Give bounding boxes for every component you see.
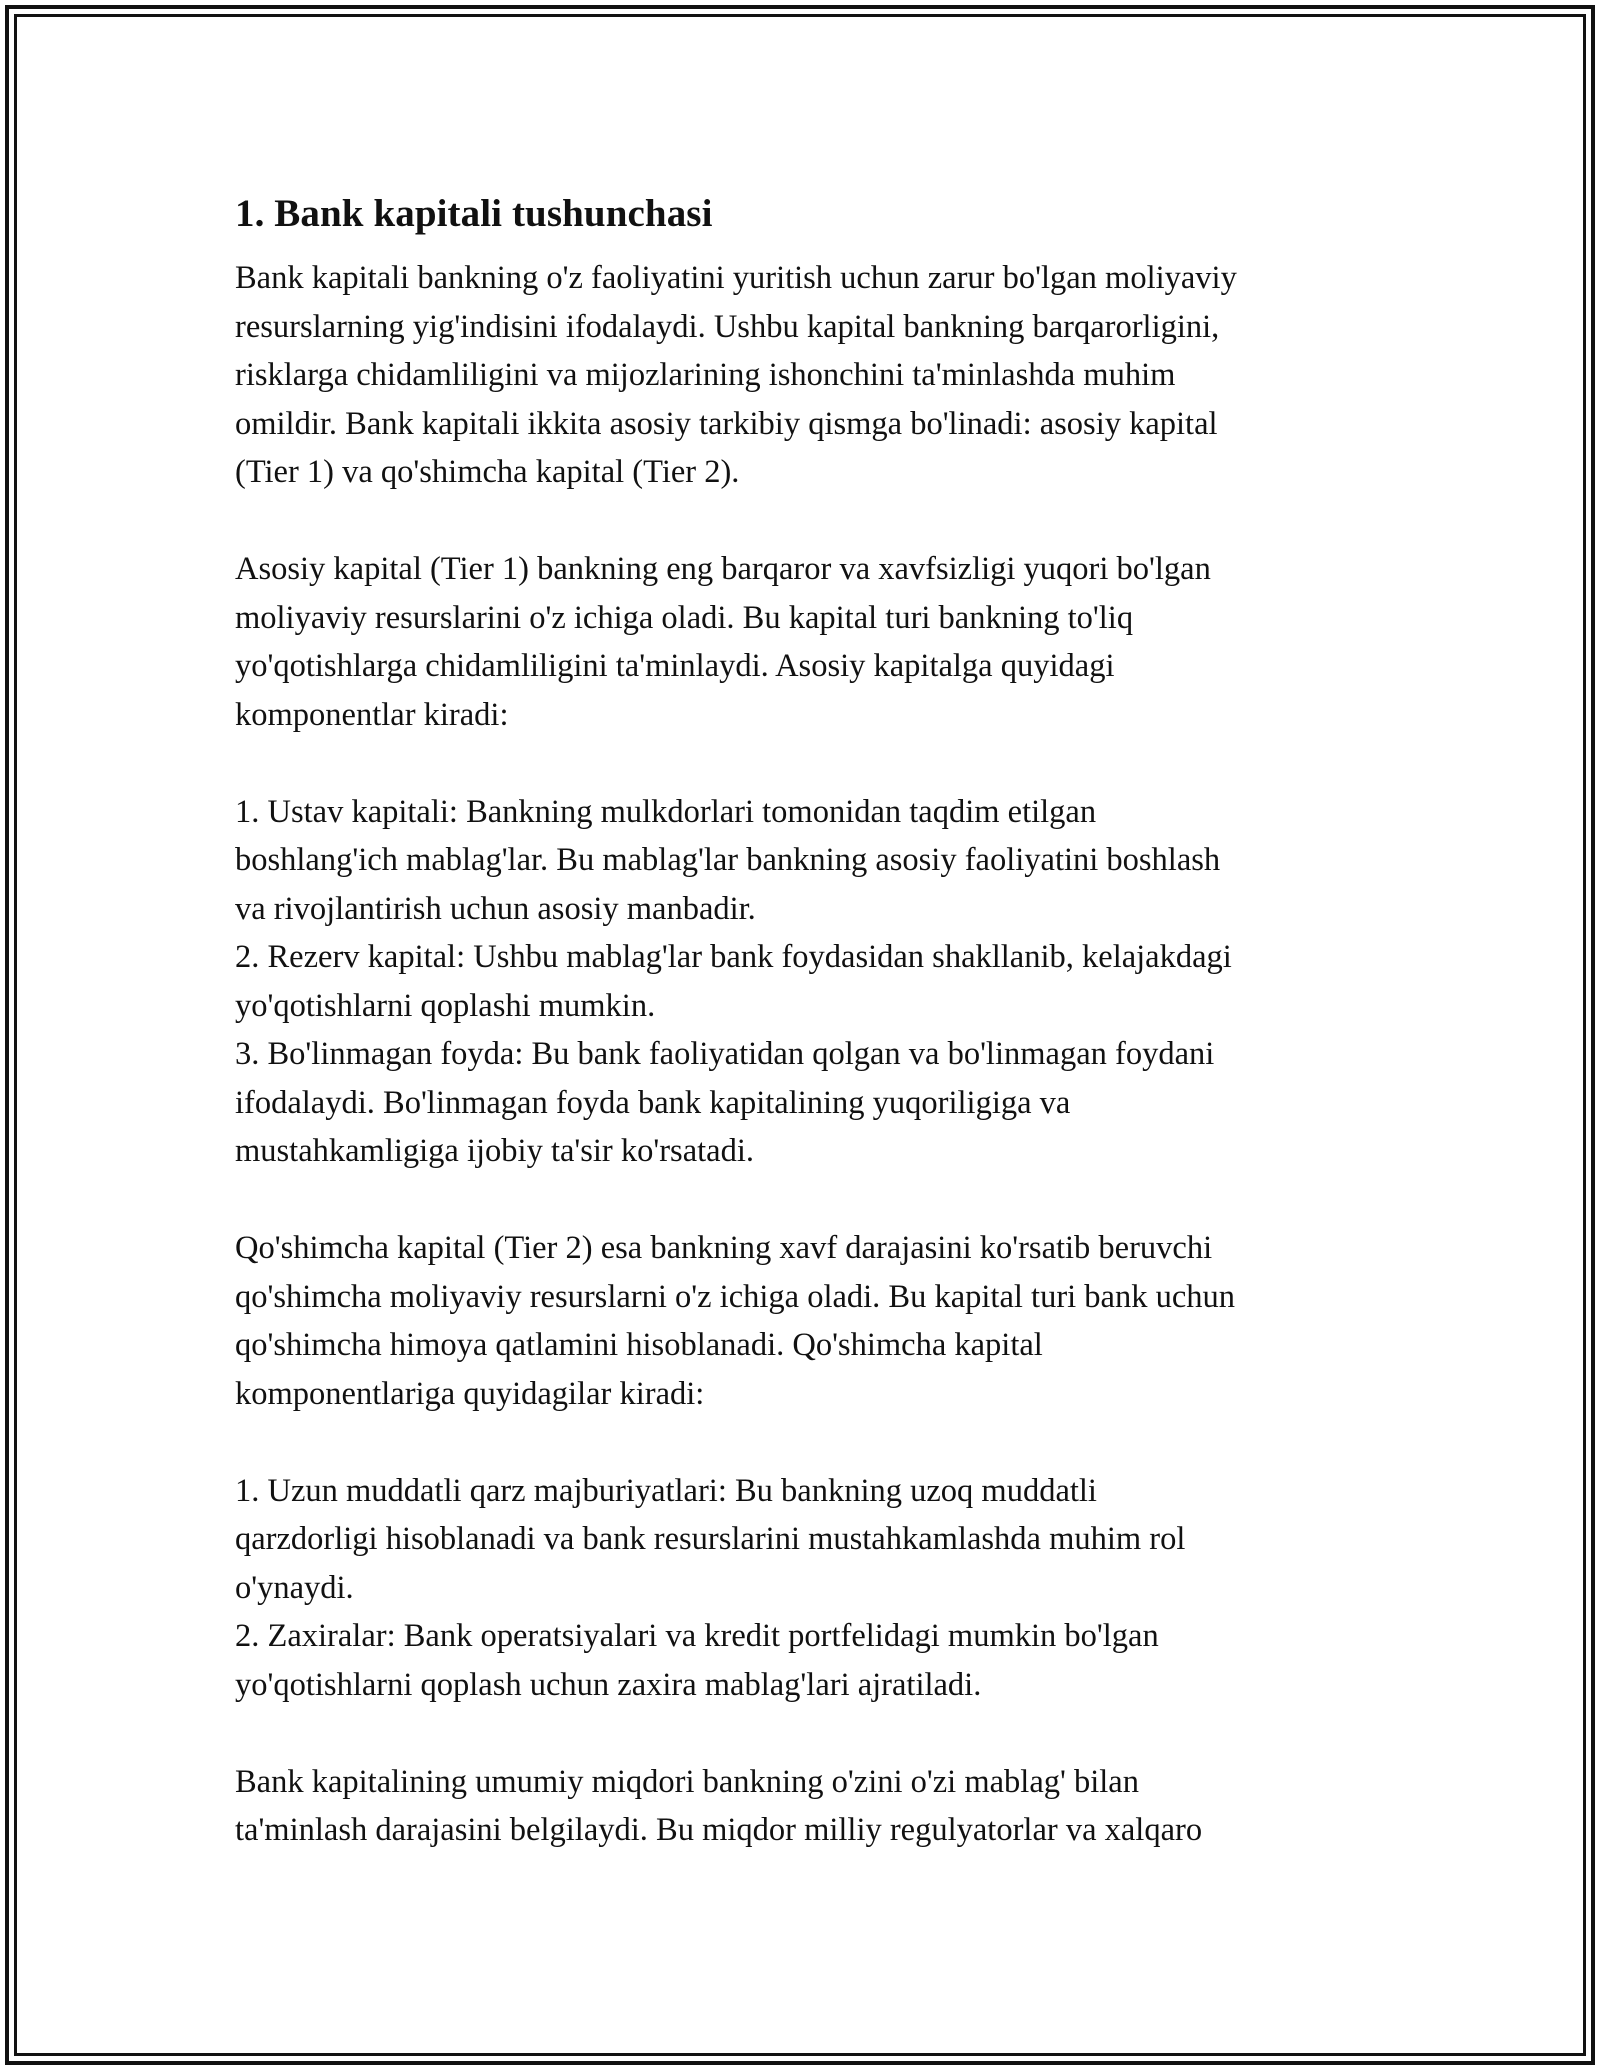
text-line: Qo'shimcha kapital (Tier 2) esa bankning xavf darajasini ko'rsatib beruvchi xyxy=(235,1230,1213,1266)
text-line: Asosiy kapital (Tier 1) bankning eng barqaror va xavfsizligi yuqori bo'lgan xyxy=(235,551,1211,587)
paragraph-tier1 xyxy=(235,545,1375,739)
paragraph-intro xyxy=(235,254,1375,497)
text-line: Bank kapitalining umumiy miqdori bankning o'zini o'zi mablag' bilan xyxy=(235,1763,1139,1800)
text-line: qo'shimcha himoya qatlamini hisoblanadi. Qo'shimcha kapital xyxy=(235,1327,1043,1363)
text-line: (Tier 1) va qo'shimcha kapital (Tier 2). xyxy=(235,454,740,490)
list-item-line: 1. Uzun muddatli qarz majburiyatlari: Bu bankning uzoq muddatli xyxy=(235,1472,1097,1509)
text-line: ta'minlash darajasini belgilaydi. Bu miqdor milliy regulyatorlar va xalqaro xyxy=(235,1812,1203,1848)
text-line: risklarga chidamliligini va mijozlarining ishonchini ta'minlashda muhim xyxy=(235,357,1176,393)
list-tier2-components xyxy=(235,1467,1375,1710)
text-line: qo'shimcha moliyaviy resurslarni o'z ichiga oladi. Bu kapital turi bank uchun xyxy=(235,1278,1236,1315)
list-item-line: mustahkamligiga ijobiy ta'sir ko'rsatadi. xyxy=(235,1133,754,1169)
list-item-line: ifodalaydi. Bo'linmagan foyda bank kapitalining yuqoriligiga va xyxy=(235,1084,1071,1121)
list-item-line: 1. Ustav kapitali: Bankning mulkdorlari tomonidan taqdim etilgan xyxy=(235,793,1097,830)
list-item-line: boshlang'ich mablag'lar. Bu mablag'lar bankning asosiy faoliyatini boshlash xyxy=(235,842,1221,878)
list-item-line: o'ynaydi. xyxy=(235,1569,354,1606)
text-line: yo'qotishlarga chidamliligini ta'minlaydi. Asosiy kapitalga quyidagi xyxy=(235,648,1115,684)
list-item-line: 2. Rezerv kapital: Ushbu mablag'lar bank foydasidan shakllanib, kelajakdagi xyxy=(235,939,1232,975)
text-line: komponentlariga quyidagilar kiradi: xyxy=(235,1375,705,1412)
list-item-line: va rivojlantirish uchun asosiy manbadir. xyxy=(235,890,756,927)
paragraph-total-capital xyxy=(235,1758,1375,1855)
list-item-line: 2. Zaxiralar: Bank operatsiyalari va kredit portfelidagi mumkin bo'lgan xyxy=(235,1618,1159,1654)
list-item-line: qarzdorligi hisoblanadi va bank resurslarini mustahkamlashda muhim rol xyxy=(235,1521,1186,1557)
text-line: komponentlar kiradi: xyxy=(235,696,509,733)
text-line: moliyaviy resurslarini o'z ichiga oladi. Bu kapital turi bankning to'liq xyxy=(235,599,1134,636)
text-line: omildir. Bank kapitali ikkita asosiy tarkibiy qismga bo'linadi: asosiy kapital xyxy=(235,405,1218,442)
text-line: Bank kapitali bankning o'z faoliyatini yuritish uchun zarur bo'lgan moliyaviy xyxy=(235,260,1237,296)
list-item-line: yo'qotishlarni qoplash uchun zaxira mablag'lari ajratiladi. xyxy=(235,1666,982,1703)
paragraph-tier2 xyxy=(235,1224,1375,1418)
section-heading: 1. Bank kapitali tushunchasi xyxy=(235,192,713,235)
list-item-line: 3. Bo'linmagan foyda: Bu bank faoliyatidan qolgan va bo'linmagan foydani xyxy=(235,1036,1215,1072)
list-tier1-components xyxy=(235,788,1375,1176)
document-body xyxy=(235,186,1375,1855)
list-item-line: yo'qotishlarni qoplashi mumkin. xyxy=(235,987,656,1024)
text-line: resurslarning yig'indisini ifodalaydi. Ushbu kapital bankning barqarorligini, xyxy=(235,308,1220,345)
